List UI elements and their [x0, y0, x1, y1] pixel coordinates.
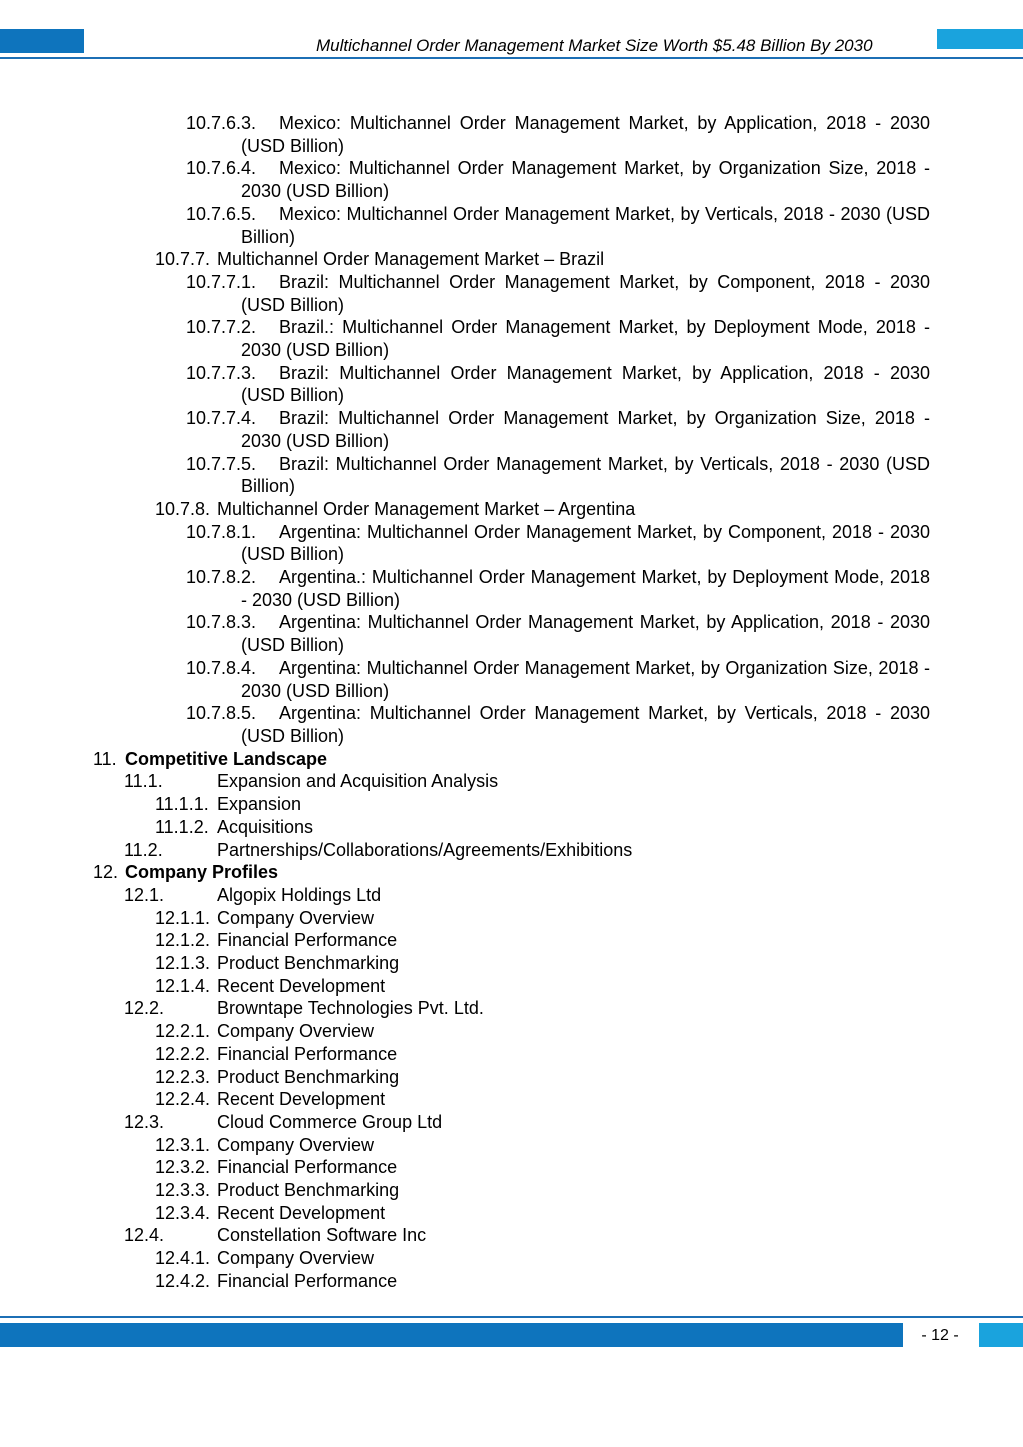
toc-entry-text: Mexico: Multichannel Order Management Market, by Organization Size, 2018 - 2030 (USD Billion) [241, 158, 930, 202]
toc-entry-text: Recent Development [217, 975, 386, 996]
toc-entry-text: Financial Performance [217, 1270, 398, 1291]
toc-entry [0, 816, 1023, 839]
toc-entry-number: 12.1.4. [155, 975, 211, 996]
toc-entry-number: 12.3. [124, 1111, 165, 1132]
toc-entry [0, 657, 1023, 702]
toc-entry-text: Mexico: Multichannel Order Management Market, by Application, 2018 - 2030 (USD Billion) [241, 113, 930, 156]
toc-entry [0, 793, 1023, 816]
toc-entry [0, 1111, 1023, 1134]
toc-entry-number: 12.3.3. [155, 1180, 211, 1201]
toc-entry [0, 1156, 1023, 1179]
toc-entry-text: Partnerships/Collaborations/Agreements/Exhibitions [217, 839, 633, 860]
toc-entry-text: Recent Development [217, 1202, 386, 1223]
toc-entry-text: Company Overview [217, 907, 375, 928]
toc-entry-text: Financial Performance [217, 930, 398, 951]
toc-entry-text: Argentina: Multichannel Order Management Market, by Verticals, 2018 - 2030 (USD Billion) [241, 703, 930, 746]
toc-entry-text: Recent Development [217, 1089, 386, 1110]
toc-entry [0, 1179, 1023, 1202]
footer-rule [0, 1316, 1023, 1318]
toc-entry-number: 11.1. [124, 771, 163, 792]
toc-entry [0, 112, 1023, 157]
toc-entry-number: 11.2. [124, 839, 163, 860]
toc-entry-text: Algopix Holdings Ltd [217, 884, 382, 905]
header-accent-block-right [937, 29, 1023, 49]
toc-entry-text: Browntape Technologies Pvt. Ltd. [217, 998, 484, 1019]
toc-entry-number: 12.1. [124, 884, 165, 905]
toc-entry-number: 12.2.4. [155, 1089, 211, 1110]
toc-entry-text: Multichannel Order Management Market – Brazil [217, 249, 605, 270]
toc-entry-text: Financial Performance [217, 1157, 398, 1178]
toc-entry-number: 10.7.8.1. [186, 521, 257, 542]
toc-entry-number: 12.3.2. [155, 1157, 211, 1178]
toc-entry-number: 12.2. [124, 998, 165, 1019]
toc-entry [0, 839, 1023, 862]
toc-entry [0, 702, 1023, 747]
toc-entry-text: Argentina: Multichannel Order Management Market, by Component, 2018 - 2030 (USD Billion) [241, 521, 930, 565]
toc-entry [0, 157, 1023, 202]
toc-entry [0, 453, 1023, 498]
toc-entry-text: Product Benchmarking [217, 1066, 400, 1087]
toc-entry-number: 10.7.8.4. [186, 657, 257, 678]
toc-entry [0, 1202, 1023, 1225]
toc-entry-number: 10.7.6.5. [186, 203, 257, 224]
toc-entry-text: Argentina: Multichannel Order Management Market, by Application, 2018 - 2030 (USD Billion) [241, 612, 930, 656]
toc-entry [0, 1224, 1023, 1247]
toc-entry-text: Company Overview [217, 1021, 375, 1042]
toc-entry [0, 248, 1023, 271]
toc-entry-number: 12.3.4. [155, 1202, 211, 1223]
toc-entry [0, 748, 1023, 771]
toc-entry-number: 12.2.1. [155, 1021, 211, 1042]
toc-entry-text: Brazil: Multichannel Order Management Market, by Application, 2018 - 2030 (USD Billion) [241, 362, 930, 406]
toc-entry-number: 12.1.1. [155, 907, 211, 928]
footer-accent-bar [0, 1323, 903, 1347]
toc-entry-number: 12.2.2. [155, 1043, 211, 1064]
toc-entry-text: Competitive Landscape [125, 748, 328, 769]
toc-entry [0, 1020, 1023, 1043]
toc-entry-number: 10.7.8. [155, 498, 211, 519]
toc-entry-text: Financial Performance [217, 1043, 398, 1064]
toc-entry-text: Multichannel Order Management Market – Argentina [217, 498, 636, 519]
toc-entry-number: 10.7.7.2. [186, 317, 257, 338]
toc-entry [0, 271, 1023, 316]
toc-entry [0, 884, 1023, 907]
toc-entry-number: 12.1.2. [155, 930, 211, 951]
toc-entry-text: Expansion and Acquisition Analysis [217, 771, 499, 792]
toc-entry [0, 952, 1023, 975]
toc-entry [0, 929, 1023, 952]
toc-entry-text: Company Overview [217, 1134, 375, 1155]
toc-entry-number: 10.7.7.4. [186, 408, 257, 429]
toc-entry-number: 12.3.1. [155, 1134, 211, 1155]
toc-entry-number: 10.7.8.5. [186, 703, 257, 724]
toc-entry-number: 10.7.7. [155, 249, 211, 270]
toc-entry-number: 10.7.7.3. [186, 362, 257, 383]
toc-entry [0, 611, 1023, 656]
page-number: - 12 - [921, 1327, 959, 1344]
toc-entry [0, 1066, 1023, 1089]
toc-entry [0, 566, 1023, 611]
toc-entry-number: 10.7.7.5. [186, 453, 257, 474]
toc-entry [0, 975, 1023, 998]
header-rule [0, 57, 1023, 59]
toc-entry-text: Company Profiles [125, 862, 279, 883]
footer-accent-block-right [979, 1323, 1023, 1347]
toc-entry-text: Company Overview [217, 1248, 375, 1269]
toc-entry [0, 498, 1023, 521]
toc-entry-text: Argentina: Multichannel Order Management Market, by Organization Size, 2018 - 2030 (USD Billion) [241, 657, 930, 701]
toc-entry-text: Product Benchmarking [217, 953, 400, 974]
toc-entry-number: 12.4. [124, 1225, 165, 1246]
toc-entry-number: 10.7.6.4. [186, 158, 257, 179]
toc-entry-number: 12.1.3. [155, 953, 211, 974]
toc-entry [0, 521, 1023, 566]
toc-entry [0, 861, 1023, 884]
toc-entry-number: 12.4.2. [155, 1270, 211, 1291]
toc-entry [0, 997, 1023, 1020]
toc-entry-number: 10.7.8.2. [186, 567, 257, 588]
toc-entry [0, 203, 1023, 248]
toc-entry-number: 10.7.8.3. [186, 612, 257, 633]
toc-entry-text: Acquisitions [217, 816, 314, 837]
toc-entry-number: 12.4.1. [155, 1248, 211, 1269]
toc-entry-number: 12.2.3. [155, 1066, 211, 1087]
toc-entry [0, 1270, 1023, 1293]
toc-entry-text: Expansion [217, 794, 302, 815]
toc-entry-text: Mexico: Multichannel Order Management Market, by Verticals, 2018 - 2030 (USD Billion) [241, 203, 930, 247]
toc-entry [0, 1043, 1023, 1066]
toc-entry-text: Constellation Software Inc [217, 1225, 427, 1246]
toc-entry [0, 1247, 1023, 1270]
toc-entry-text: Brazil.: Multichannel Order Management Market, by Deployment Mode, 2018 - 2030 (USD Billion) [241, 317, 930, 361]
header-accent-block-left [0, 29, 84, 53]
toc-entry [0, 1088, 1023, 1111]
toc-entry-number: 11.1.2. [155, 816, 209, 837]
toc-entry-text: Product Benchmarking [217, 1180, 400, 1201]
toc-entry [0, 907, 1023, 930]
toc-entry-number: 11.1.1. [155, 794, 209, 815]
toc-entry [0, 362, 1023, 407]
toc-entry-text: Brazil: Multichannel Order Management Market, by Verticals, 2018 - 2030 (USD Billion) [241, 453, 930, 497]
toc-entry-text: Brazil: Multichannel Order Management Market, by Organization Size, 2018 - 2030 (USD Billion) [241, 408, 930, 451]
toc-entry-text: Cloud Commerce Group Ltd [217, 1111, 443, 1132]
table-of-contents [0, 112, 1023, 1293]
toc-entry-number: 10.7.6.3. [186, 113, 257, 133]
toc-entry [0, 770, 1023, 793]
running-header-title: Multichannel Order Management Market Size Worth $5.48 Billion By 2030 [316, 36, 873, 55]
toc-entry [0, 316, 1023, 361]
toc-entry-number: 11. [93, 748, 117, 769]
toc-entry-text: Brazil: Multichannel Order Management Market, by Component, 2018 - 2030 (USD Billion) [241, 271, 930, 315]
toc-entry [0, 407, 1023, 452]
toc-entry-number: 10.7.7.1. [186, 271, 257, 292]
toc-entry [0, 1134, 1023, 1157]
toc-entry-text: Argentina.: Multichannel Order Management Market, by Deployment Mode, 2018 - 2030 (USD Billion) [241, 567, 930, 610]
toc-entry-number: 12. [93, 862, 119, 883]
